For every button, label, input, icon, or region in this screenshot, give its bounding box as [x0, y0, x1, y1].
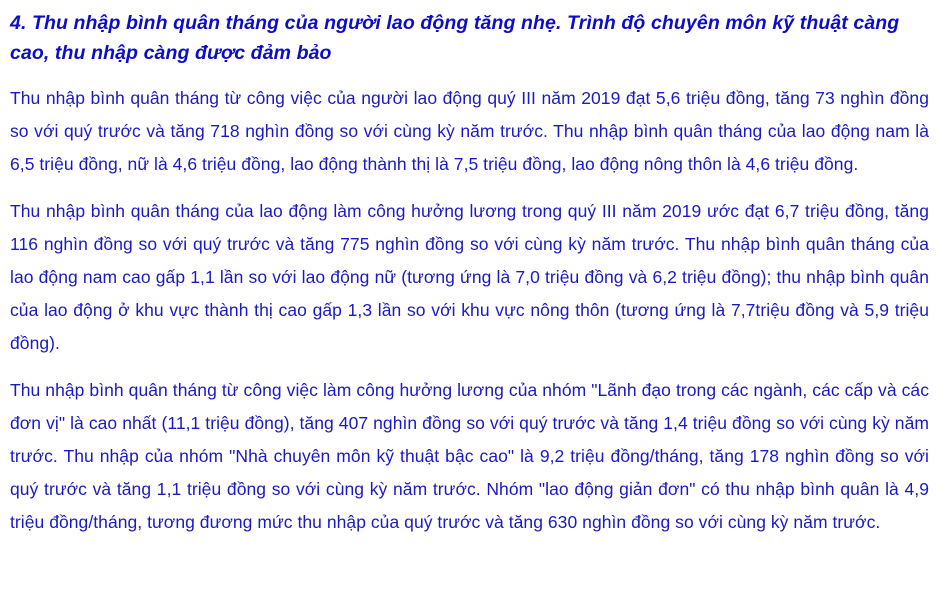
paragraph-1: Thu nhập bình quân tháng từ công việc của người lao động quý III năm 2019 đạt 5,6 triệu đồng, tăng 73 nghìn đồng so với quý trước và tăng 718 nghìn đồng so với cùng kỳ năm trước. Thu nhập bình quân tháng của lao động nam là 6,5 triệu đồng, nữ là 4,6 triệu đồng, lao động thành thị là 7,5 triệu đồng, lao động nông thôn là 4,6 triệu đồng. [10, 88, 929, 174]
paragraph-3: Thu nhập bình quân tháng từ công việc làm công hưởng lương của nhóm "Lãnh đạo trong các ngành, các cấp và các đơn vị" là cao nhất (11,1 triệu đồng), tăng 407 nghìn đồng so với quý trước và tăng 1,4 triệu đồng so với cùng kỳ năm trước. Thu nhập của nhóm "Nhà chuyên môn kỹ thuật bậc cao" là 9,2 triệu đồng/tháng, tăng 178 nghìn đồng so với quý trước và tăng 1,1 triệu đồng so với cùng kỳ năm trước. Nhóm "lao động giản đơn" có thu nhập bình quân là 4,9 triệu đồng/tháng, tương đương mức thu nhập của quý trước và tăng 630 nghìn đồng so với cùng kỳ năm trước. [10, 380, 929, 532]
section-heading: 4. Thu nhập bình quân tháng của người lao động tăng nhẹ. Trình độ chuyên môn kỹ thuật càng cao, thu nhập càng được đảm bảo [10, 12, 900, 64]
paragraph-2: Thu nhập bình quân tháng của lao động làm công hưởng lương trong quý III năm 2019 ước đạt 6,7 triệu đồng, tăng 116 nghìn đồng so với quý trước và tăng 775 nghìn đồng so với cùng kỳ năm trước. Thu nhập bình quân tháng của lao động nam cao gấp 1,1 lần so với lao động nữ (tương ứng là 7,0 triệu đồng và 6,2 triệu đồng); thu nhập bình quân của lao động ở khu vực thành thị cao gấp 1,3 lần so với khu vực nông thôn (tương ứng là 7,7triệu đồng và 5,9 triệu đồng). [10, 201, 929, 353]
